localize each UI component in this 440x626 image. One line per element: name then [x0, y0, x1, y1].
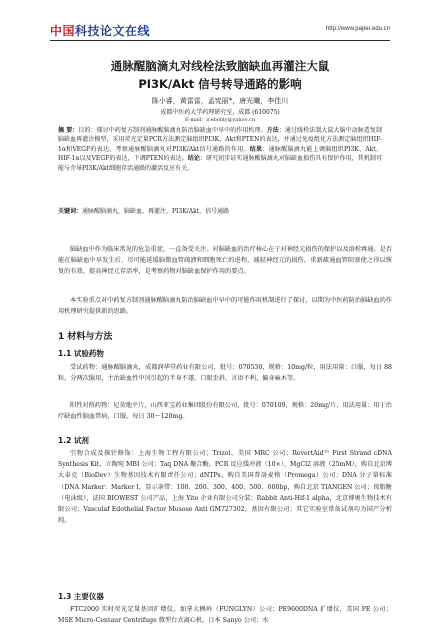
abstract-result-label: 结果 — [249, 145, 263, 153]
keywords-label: 关键词： — [58, 208, 83, 215]
drugs-paragraph-2: 阳性对照药物：尼莫地平片，山西亚宝药业集团股份有限公司，批号：070109，规格：20mg/片，用法用量：用于治疗缺血性脑血管病，口服，每日 30～120mg。 — [58, 402, 392, 421]
drugs-paragraph-1: 受试药物：通脉醒脑滴丸，成都润华堂药业有限公司，批号：070530，规格：10mg/粒，用法用量：口服，每日 88 粒，分两次服用，主治缺血性中风引起的半身不遂、口眼歪斜、言语不利、偏身麻木等。 — [58, 364, 392, 383]
abstract-conclusion-label: 结论 — [187, 155, 200, 163]
header-url[interactable]: http://www.paper.edu.cn — [325, 26, 390, 32]
subsection-heading-drugs: 1.1 试验药物 — [58, 349, 104, 358]
abstract-label: 摘 要： — [58, 127, 79, 134]
logo-blue-text: 科技论文在线 — [75, 23, 151, 38]
site-logo — [50, 22, 150, 38]
title-line-2: PI3K/Akt 信号转导通路的影响 — [138, 77, 302, 91]
abstract — [58, 126, 382, 173]
abstract-objective: 目的：探讨中药复方制剂通脉醒脑滴丸防治脑缺血中早中的作用机理。 — [78, 127, 267, 134]
abstract-method: ：通过线栓法制大鼠大脑中动脉造复制脑缺血再灌注模型，采用荧光定量PCR方法测定脑组织PI3K、Akt和PTEN的表达，并通过免疫组化方法测定脑组织HIF-1α和VEGF的表达。考察通脉醒脑滴丸对PI3K/Akt信号通路的作用。 — [58, 127, 382, 153]
logo-red-text: 中国 — [50, 23, 76, 38]
subsection-heading-instruments: 1.3 主要仪器 — [58, 592, 104, 601]
section-heading: 1 材料与方法 — [58, 332, 113, 342]
abstract-conclusion: ：研究初步证实通脉醒脑滴丸对脑缺血损伤具有保护作用，其机制可能与介导PI3K/Akt细胞存活通路的激活反应有关。 — [58, 155, 382, 172]
authors: 陈小睿，黄雷雷，孟宪丽*，唐光曦，李佳川 — [151, 97, 289, 105]
reagents-paragraph: 引物合成及探针修饰：上海生物工程有限公司；Trizol，美国 MRC 公司；RevertAid™ First Strand cDNA Synthesis Kit，立陶宛 MBI 公司；Taq DNA 聚合酶，PCR 反应缓冲液（10×），MgCl2 溶液（25mM），购自北京博大泰克（BioDev）生物基因技术有限责任公司；dNTPs，购自美国普洛麦格（Promega）公司；DNA 分子量标准（DNA Marker：Marker Ⅰ，显示条带：100、200、300、400、500、600bp，购自北京 TIANGEN 公司；琼脂糖（电泳级），法国 BIOWEST 公司产品，上海 Yito 企业有限公司分装；Rabbit Anti-Hif-1 alpha，北京博奥生物技术有限公司；Vasculaf Edothelial Factor Musose Anti GM727302，基因有限公司；其它实验室常备试剂均为国产分析纯。 — [58, 450, 392, 525]
author-email[interactable]: E-mail：icebobly@yahoo.cn — [184, 117, 256, 123]
abstract-result: ：通脉醒脑滴丸能上调脑组织PI3K、Akt、HIF-1α以及VEGF的表达，下调PTEN的表达。 — [58, 145, 382, 163]
title-line-1: 通脉醒脑滴丸对线栓法致脑缺血再灌注大鼠 — [110, 59, 330, 73]
keywords — [58, 207, 382, 216]
instruments-paragraph: FTC2000 实时荧光定量基因扩增仪，加拿大枫岭（FUNGLYN）公司；PE9600DNA 扩增仪，美国 PE 公司；MSE Micro-Centaur Centrifuge 微型台式离心机，日本 Sanyo 公司；水 — [58, 606, 392, 625]
abstract-method-label: 方法 — [266, 127, 279, 134]
page-header — [50, 22, 390, 38]
intro-paragraph-2: 本实验重点对中药复方制剂通脉醒脑滴丸防治脑缺血中早中的可能作用机制进行了探讨，以期为中医药防治脑缺血的作用机理研究提供新的思路。 — [58, 297, 392, 316]
keywords-text: 通脉醒脑滴丸，脑缺血，再灌注，PI3K/Akt，信号通路 — [82, 208, 230, 215]
affiliation: 成都中医药大学药理研究室，成都 (610075) — [160, 109, 280, 116]
intro-paragraph-1: 脑缺血中作为临床常见的危急重症，一直备受关注。对脑缺血的治疗核心在于对神经元损伤的保护以及溶栓再通。是否能在脑缺血中早发生后，尽可能延缓脑微血管疏液和细胞死亡的进程，减轻神经元的损伤，重新疏通血管阻塞使之得以恢复的有效、提高神经元存活率，是考察药物对脑缺血保护作用的要点。 — [58, 246, 392, 276]
subsection-heading-reagents: 1.2 试剂 — [58, 436, 89, 445]
header-rule — [50, 40, 390, 41]
